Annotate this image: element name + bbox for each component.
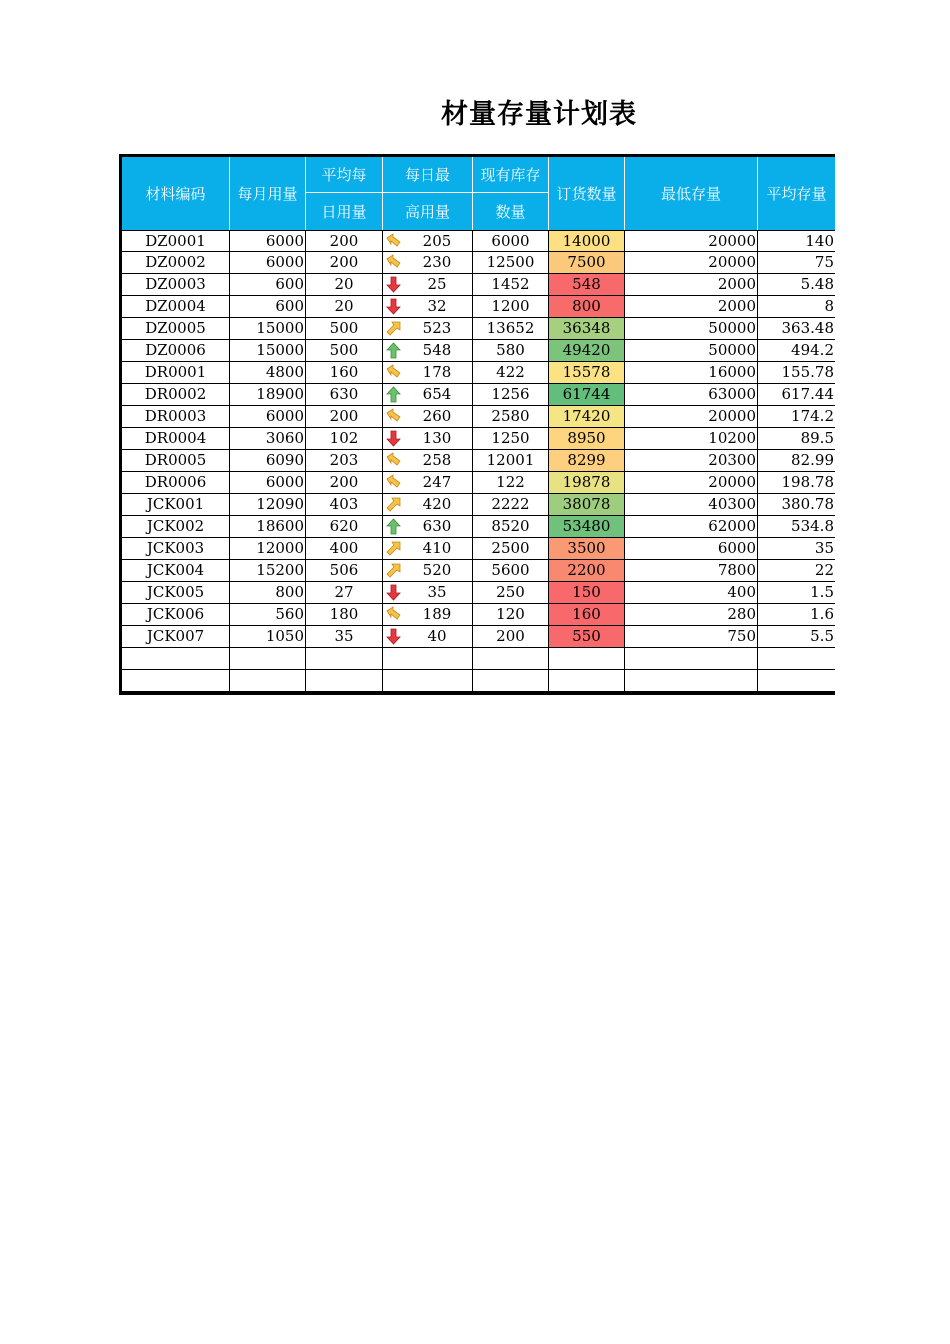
cell-stock[interactable]: 122 <box>473 472 549 493</box>
cell-max-daily[interactable] <box>383 231 473 251</box>
header-avg-daily-bottom: 日用量 <box>306 193 383 230</box>
cell-avg-stock[interactable]: 363.48 <box>781 319 834 337</box>
cell-code[interactable]: JCK001 <box>122 494 230 515</box>
table-row <box>122 230 835 252</box>
header-avg-stock: 平均存量 <box>766 185 827 203</box>
cell-avg-stock[interactable]: 174.2 <box>791 407 834 425</box>
cell-stock[interactable]: 6000 <box>473 231 549 251</box>
cell-min-stock[interactable]: 2000 <box>625 296 758 317</box>
cell-code[interactable]: DZ0001 <box>122 231 230 251</box>
table-row <box>122 296 835 318</box>
cell-order[interactable]: 17420 <box>549 406 625 427</box>
cell-min-stock[interactable]: 50000 <box>625 340 758 361</box>
arrow-up-right-icon <box>385 540 402 557</box>
cell-code[interactable]: DR0003 <box>122 406 230 427</box>
cell-monthly[interactable]: 1050 <box>230 626 306 647</box>
cell-monthly[interactable]: 6090 <box>230 450 306 471</box>
header-order: 订货数量 <box>549 157 625 230</box>
cell-order[interactable]: 548 <box>549 274 625 295</box>
cell-avg-stock[interactable]: 5.48 <box>800 275 834 293</box>
arrow-down-left-icon <box>385 364 402 381</box>
cell-min-stock[interactable]: 50000 <box>625 318 758 339</box>
header-max-daily-top: 每日最 <box>383 157 473 193</box>
arrow-up-icon <box>385 518 402 535</box>
header-max-daily-bottom: 高用量 <box>383 193 473 230</box>
max-daily-value: 258 <box>422 451 452 469</box>
cell-stock[interactable]: 12001 <box>473 450 549 471</box>
cell-avg-daily[interactable]: 27 <box>306 582 383 603</box>
cell-avg-daily[interactable] <box>306 648 383 669</box>
cell-max-daily[interactable] <box>383 362 473 383</box>
cell-avg-daily[interactable]: 403 <box>306 494 383 515</box>
table-row <box>122 472 835 494</box>
cell-order[interactable]: 8299 <box>549 450 625 471</box>
cell-stock[interactable]: 580 <box>473 340 549 361</box>
cell-avg-stock[interactable] <box>758 670 835 691</box>
cell-code[interactable]: DZ0004 <box>122 296 230 317</box>
cell-stock[interactable]: 200 <box>473 626 549 647</box>
max-daily-value: 630 <box>422 517 452 535</box>
cell-order[interactable]: 19878 <box>549 472 625 493</box>
cell-stock[interactable]: 5600 <box>473 560 549 581</box>
table-row <box>122 604 835 626</box>
table-row <box>122 274 835 296</box>
cell-max-daily[interactable] <box>383 384 473 405</box>
cell-avg-stock[interactable]: 75 <box>814 253 834 271</box>
cell-code[interactable]: DR0004 <box>122 428 230 449</box>
cell-monthly[interactable]: 6000 <box>230 252 306 273</box>
cell-max-daily[interactable] <box>383 428 473 449</box>
table-row <box>122 384 835 406</box>
cell-order[interactable]: 3500 <box>549 538 625 559</box>
cell-stock[interactable]: 422 <box>473 362 549 383</box>
cell-avg-stock[interactable]: 155.78 <box>781 363 834 381</box>
cell-avg-stock[interactable]: 1.6 <box>810 605 834 623</box>
arrow-up-right-icon <box>385 320 402 337</box>
table-header <box>122 157 835 230</box>
cell-monthly[interactable]: 15000 <box>230 340 306 361</box>
cell-monthly[interactable]: 12000 <box>230 538 306 559</box>
material-stock-table <box>119 154 835 695</box>
cell-code[interactable]: JCK004 <box>122 560 230 581</box>
cell-avg-stock[interactable]: 198.78 <box>781 473 834 491</box>
cell-order[interactable] <box>549 648 625 669</box>
cell-order[interactable]: 49420 <box>549 340 625 361</box>
max-daily-value: 410 <box>422 539 452 557</box>
cell-avg-stock[interactable]: 8 <box>824 297 834 315</box>
cell-code[interactable]: DZ0003 <box>122 274 230 295</box>
max-daily-value: 548 <box>422 341 452 359</box>
arrow-down-left-icon <box>385 233 402 250</box>
table-row <box>122 582 835 604</box>
cell-max-daily[interactable] <box>383 406 473 427</box>
page-title: 材量存量计划表 <box>441 99 637 130</box>
cell-avg-daily[interactable]: 20 <box>306 274 383 295</box>
table-row <box>122 406 835 428</box>
max-daily-value: 520 <box>422 561 452 579</box>
cell-order[interactable] <box>549 670 625 691</box>
cell-order[interactable]: 15578 <box>549 362 625 383</box>
header-stock-top: 现有库存 <box>473 157 549 193</box>
cell-min-stock[interactable]: 7800 <box>625 560 758 581</box>
cell-code[interactable]: JCK006 <box>122 604 230 625</box>
cell-max-daily[interactable] <box>383 648 473 669</box>
cell-monthly[interactable] <box>230 648 306 669</box>
cell-min-stock[interactable]: 63000 <box>625 384 758 405</box>
cell-code[interactable]: DR0001 <box>122 362 230 383</box>
cell-code[interactable]: DZ0002 <box>122 252 230 273</box>
cell-min-stock[interactable]: 6000 <box>625 538 758 559</box>
cell-avg-daily[interactable]: 200 <box>306 231 383 251</box>
cell-monthly[interactable]: 800 <box>230 582 306 603</box>
cell-max-daily[interactable] <box>383 516 473 537</box>
cell-min-stock[interactable]: 20000 <box>625 406 758 427</box>
cell-order[interactable]: 61744 <box>549 384 625 405</box>
cell-avg-daily[interactable]: 630 <box>306 384 383 405</box>
cell-avg-daily[interactable]: 620 <box>306 516 383 537</box>
cell-code[interactable] <box>122 648 230 669</box>
arrow-up-right-icon <box>385 562 402 579</box>
cell-avg-daily[interactable]: 200 <box>306 472 383 493</box>
cell-monthly[interactable]: 18600 <box>230 516 306 537</box>
arrow-down-left-icon <box>385 408 402 425</box>
cell-avg-daily[interactable]: 203 <box>306 450 383 471</box>
cell-avg-daily[interactable]: 200 <box>306 406 383 427</box>
cell-monthly[interactable]: 600 <box>230 296 306 317</box>
arrow-down-left-icon <box>385 606 402 623</box>
cell-code[interactable]: DR0002 <box>122 384 230 405</box>
cell-order[interactable]: 2200 <box>549 560 625 581</box>
cell-max-daily[interactable] <box>383 252 473 273</box>
max-daily-value: 178 <box>422 363 452 381</box>
arrow-down-icon <box>385 584 402 601</box>
cell-stock[interactable]: 1250 <box>473 428 549 449</box>
cell-code[interactable]: DZ0006 <box>122 340 230 361</box>
table-row <box>122 428 835 450</box>
table-row <box>122 648 835 670</box>
cell-monthly[interactable]: 18900 <box>230 384 306 405</box>
table-row <box>122 450 835 472</box>
cell-avg-stock[interactable]: 617.44 <box>781 385 834 403</box>
cell-avg-stock[interactable]: 494.2 <box>791 341 834 359</box>
cell-stock[interactable]: 120 <box>473 604 549 625</box>
cell-avg-daily[interactable]: 35 <box>306 626 383 647</box>
cell-min-stock[interactable] <box>625 670 758 691</box>
cell-avg-daily[interactable]: 506 <box>306 560 383 581</box>
cell-min-stock[interactable]: 20000 <box>625 231 758 251</box>
cell-avg-stock[interactable]: 380.78 <box>781 495 834 513</box>
cell-max-daily[interactable] <box>383 560 473 581</box>
max-daily-value: 35 <box>427 583 447 601</box>
cell-min-stock[interactable]: 20000 <box>625 252 758 273</box>
cell-avg-stock[interactable]: 35 <box>814 539 834 557</box>
cell-code[interactable]: DZ0005 <box>122 318 230 339</box>
cell-min-stock[interactable]: 20000 <box>625 472 758 493</box>
cell-avg-daily[interactable]: 200 <box>306 252 383 273</box>
cell-stock[interactable]: 1256 <box>473 384 549 405</box>
max-daily-value: 130 <box>422 429 452 447</box>
cell-avg-stock[interactable]: 5.5 <box>810 627 834 645</box>
table-row <box>122 538 835 560</box>
cell-stock[interactable]: 2222 <box>473 494 549 515</box>
arrow-down-icon <box>385 628 402 645</box>
cell-monthly[interactable]: 6000 <box>230 406 306 427</box>
cell-min-stock[interactable]: 2000 <box>625 274 758 295</box>
cell-order[interactable]: 53480 <box>549 516 625 537</box>
max-daily-value: 32 <box>427 297 447 315</box>
cell-max-daily[interactable] <box>383 318 473 339</box>
cell-avg-stock[interactable]: 1.5 <box>810 583 834 601</box>
cell-avg-daily[interactable]: 20 <box>306 296 383 317</box>
table-row <box>122 362 835 384</box>
cell-code[interactable]: DR0006 <box>122 472 230 493</box>
cell-avg-daily[interactable]: 160 <box>306 362 383 383</box>
cell-min-stock[interactable]: 62000 <box>625 516 758 537</box>
cell-min-stock[interactable] <box>625 648 758 669</box>
cell-avg-stock[interactable]: 89.5 <box>800 429 834 447</box>
arrow-down-left-icon <box>385 474 402 491</box>
cell-stock[interactable] <box>473 670 549 691</box>
max-daily-value: 205 <box>422 232 452 250</box>
cell-stock[interactable]: 1200 <box>473 296 549 317</box>
cell-code[interactable]: JCK003 <box>122 538 230 559</box>
cell-stock[interactable]: 2580 <box>473 406 549 427</box>
max-daily-value: 420 <box>422 495 452 513</box>
max-daily-value: 189 <box>422 605 452 623</box>
cell-avg-daily[interactable]: 180 <box>306 604 383 625</box>
table-row <box>122 626 835 648</box>
arrow-up-right-icon <box>385 496 402 513</box>
cell-max-daily[interactable] <box>383 340 473 361</box>
header-min-stock: 最低存量 <box>625 157 758 230</box>
cell-monthly[interactable]: 15200 <box>230 560 306 581</box>
cell-avg-daily[interactable]: 500 <box>306 340 383 361</box>
arrow-up-icon <box>385 386 402 403</box>
cell-max-daily[interactable] <box>383 626 473 647</box>
cell-avg-stock[interactable]: 534.8 <box>791 517 834 535</box>
cell-avg-stock[interactable]: 22 <box>814 561 834 579</box>
cell-min-stock[interactable]: 280 <box>625 604 758 625</box>
cell-order[interactable]: 550 <box>549 626 625 647</box>
cell-monthly[interactable]: 3060 <box>230 428 306 449</box>
cell-min-stock[interactable]: 400 <box>625 582 758 603</box>
cell-min-stock[interactable]: 750 <box>625 626 758 647</box>
header-avg-daily-top: 平均每 <box>306 157 383 193</box>
header-stock-bottom: 数量 <box>473 193 549 230</box>
cell-avg-daily[interactable]: 400 <box>306 538 383 559</box>
cell-code[interactable]: JCK005 <box>122 582 230 603</box>
cell-monthly[interactable]: 4800 <box>230 362 306 383</box>
cell-stock[interactable]: 2500 <box>473 538 549 559</box>
cell-stock[interactable] <box>473 648 549 669</box>
max-daily-value: 40 <box>427 627 447 645</box>
cell-max-daily[interactable] <box>383 538 473 559</box>
cell-code[interactable]: JCK007 <box>122 626 230 647</box>
table-row <box>122 560 835 582</box>
table-row <box>122 494 835 516</box>
cell-monthly[interactable]: 12090 <box>230 494 306 515</box>
header-code: 材料编码 <box>122 157 230 230</box>
table-row <box>122 516 835 538</box>
cell-max-daily[interactable] <box>383 670 473 691</box>
max-daily-value: 230 <box>422 253 452 271</box>
arrow-up-icon <box>385 342 402 359</box>
cell-code[interactable]: JCK002 <box>122 516 230 537</box>
table-row <box>122 318 835 340</box>
cell-avg-stock[interactable]: 140 <box>805 232 834 250</box>
cell-order[interactable]: 36348 <box>549 318 625 339</box>
cell-max-daily[interactable] <box>383 472 473 493</box>
table-row <box>122 252 835 274</box>
cell-max-daily[interactable] <box>383 582 473 603</box>
max-daily-value: 25 <box>427 275 447 293</box>
cell-max-daily[interactable] <box>383 450 473 471</box>
cell-code[interactable]: DR0005 <box>122 450 230 471</box>
cell-monthly[interactable]: 6000 <box>230 472 306 493</box>
max-daily-value: 247 <box>422 473 452 491</box>
header-monthly: 每月用量 <box>230 157 306 230</box>
cell-avg-stock[interactable]: 82.99 <box>791 451 834 469</box>
arrow-down-icon <box>385 276 402 293</box>
arrow-down-left-icon <box>385 452 402 469</box>
cell-monthly[interactable]: 560 <box>230 604 306 625</box>
cell-avg-daily[interactable]: 500 <box>306 318 383 339</box>
cell-max-daily[interactable] <box>383 604 473 625</box>
cell-avg-daily[interactable] <box>306 670 383 691</box>
cell-order[interactable]: 8950 <box>549 428 625 449</box>
table-row <box>122 670 835 692</box>
max-daily-value: 260 <box>422 407 452 425</box>
cell-avg-stock[interactable] <box>758 648 835 669</box>
arrow-down-icon <box>385 430 402 447</box>
cell-min-stock[interactable]: 16000 <box>625 362 758 383</box>
cell-code[interactable] <box>122 670 230 691</box>
cell-order[interactable]: 160 <box>549 604 625 625</box>
max-daily-value: 654 <box>422 385 452 403</box>
cell-stock[interactable]: 250 <box>473 582 549 603</box>
table-row <box>122 340 835 362</box>
cell-max-daily[interactable] <box>383 274 473 295</box>
cell-order[interactable]: 7500 <box>549 252 625 273</box>
cell-min-stock[interactable]: 20300 <box>625 450 758 471</box>
cell-order[interactable]: 150 <box>549 582 625 603</box>
cell-monthly[interactable]: 15000 <box>230 318 306 339</box>
cell-stock[interactable]: 1452 <box>473 274 549 295</box>
cell-order[interactable]: 38078 <box>549 494 625 515</box>
max-daily-value: 523 <box>422 319 452 337</box>
cell-stock[interactable]: 8520 <box>473 516 549 537</box>
cell-monthly[interactable] <box>230 670 306 691</box>
cell-monthly[interactable]: 6000 <box>230 231 306 251</box>
cell-min-stock[interactable]: 40300 <box>625 494 758 515</box>
cell-order[interactable]: 800 <box>549 296 625 317</box>
table-body <box>122 230 835 692</box>
cell-avg-daily[interactable]: 102 <box>306 428 383 449</box>
cell-stock[interactable]: 12500 <box>473 252 549 273</box>
cell-stock[interactable]: 13652 <box>473 318 549 339</box>
cell-max-daily[interactable] <box>383 494 473 515</box>
arrow-down-left-icon <box>385 254 402 271</box>
cell-max-daily[interactable] <box>383 296 473 317</box>
cell-monthly[interactable]: 600 <box>230 274 306 295</box>
cell-min-stock[interactable]: 10200 <box>625 428 758 449</box>
cell-order[interactable]: 14000 <box>549 231 625 251</box>
arrow-down-icon <box>385 298 402 315</box>
